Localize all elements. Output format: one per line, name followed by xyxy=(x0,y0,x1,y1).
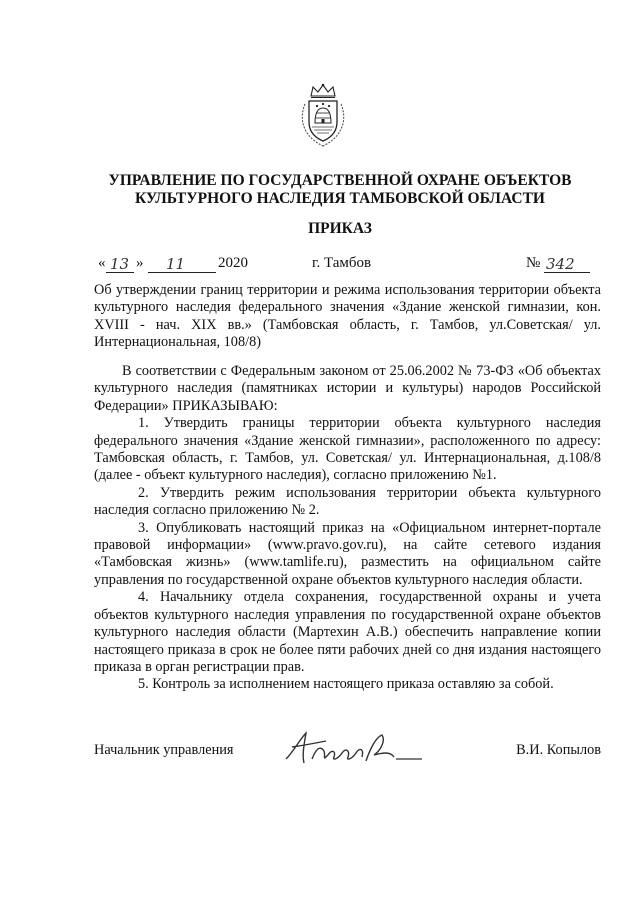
coat-of-arms-icon xyxy=(296,82,350,150)
organization-name-line1: УПРАВЛЕНИЕ ПО ГОСУДАРСТВЕННОЙ ОХРАНЕ ОБЪЕКТОВ xyxy=(108,172,572,189)
date-quote-open: « xyxy=(98,255,106,271)
city: г. Тамбов xyxy=(312,255,372,271)
signer-name: В.И. Копылов xyxy=(516,742,601,758)
date-day: 13 xyxy=(110,255,130,273)
signature-icon xyxy=(282,729,432,769)
date-quote-close: » xyxy=(136,255,144,271)
date-month: 11 xyxy=(166,255,186,273)
order-item-2: 2. Утвердить режим использования территории объекта культурного наследия согласно приложению № 2. xyxy=(94,484,601,519)
order-item-4: 4. Начальнику отдела сохранения, государственной охраны и учета объектов культурного наследия управления по государственной охране объектов культурного наследия области (Мартехин А.В.) обеспечить направление копии настоящего приказа в срок не более пяти рабочих дней со дня издания настоящего приказа в орган регистрации прав. xyxy=(94,589,601,675)
organization-name-line2: КУЛЬТУРНОГО НАСЛЕДИЯ ТАМБОВСКОЙ ОБЛАСТИ xyxy=(135,190,545,207)
order-body xyxy=(94,363,601,694)
order-item-1: 1. Утвердить границы территории объекта культурного наследия федерального значения «Здание женской гимназии», расположенного по адресу: Тамбовская область, г. Тамбов, ул. Советская/ ул. Интернациональная, д.108/8 (далее - объект культурного наследия), согласно приложению №1. xyxy=(94,415,601,484)
order-item-3: 3. Опубликовать настоящий приказ на «Официальном интернет-портале правовой информации» (www.pravo.gov.ru), на сайте сетевого издания «Тамбовская жизнь» (www.tamlife.ru), разместить на официальном сайте управления по государственной охране объектов культурного наследия области. xyxy=(94,519,601,588)
date-number-row xyxy=(98,255,598,275)
date-year: 2020 xyxy=(218,255,248,271)
preamble: В соответствии с Федеральным законом от 25.06.2002 № 73-ФЗ «Об объектах культурного наследия (памятниках истории и культуры) народов Российской Федерации» ПРИКАЗЫВАЮ: xyxy=(94,363,601,414)
order-subject: Об утверждении границ территории и режима использования территории объекта культурного наследия федерального значения «Здание женской гимназии, кон. XVIII - нач. XIX вв.» (Тамбовская область, г. Тамбов, ул.Советская/ ул. Интернациональная, 108/8) xyxy=(94,282,601,350)
document-type: ПРИКАЗ xyxy=(308,220,372,237)
signer-position: Начальник управления xyxy=(94,742,234,758)
order-item-5: 5. Контроль за исполнением настоящего приказа оставляю за собой. xyxy=(138,676,554,693)
signature-block xyxy=(94,735,601,775)
order-number-label: № xyxy=(526,255,541,271)
order-number: 342 xyxy=(546,255,575,273)
